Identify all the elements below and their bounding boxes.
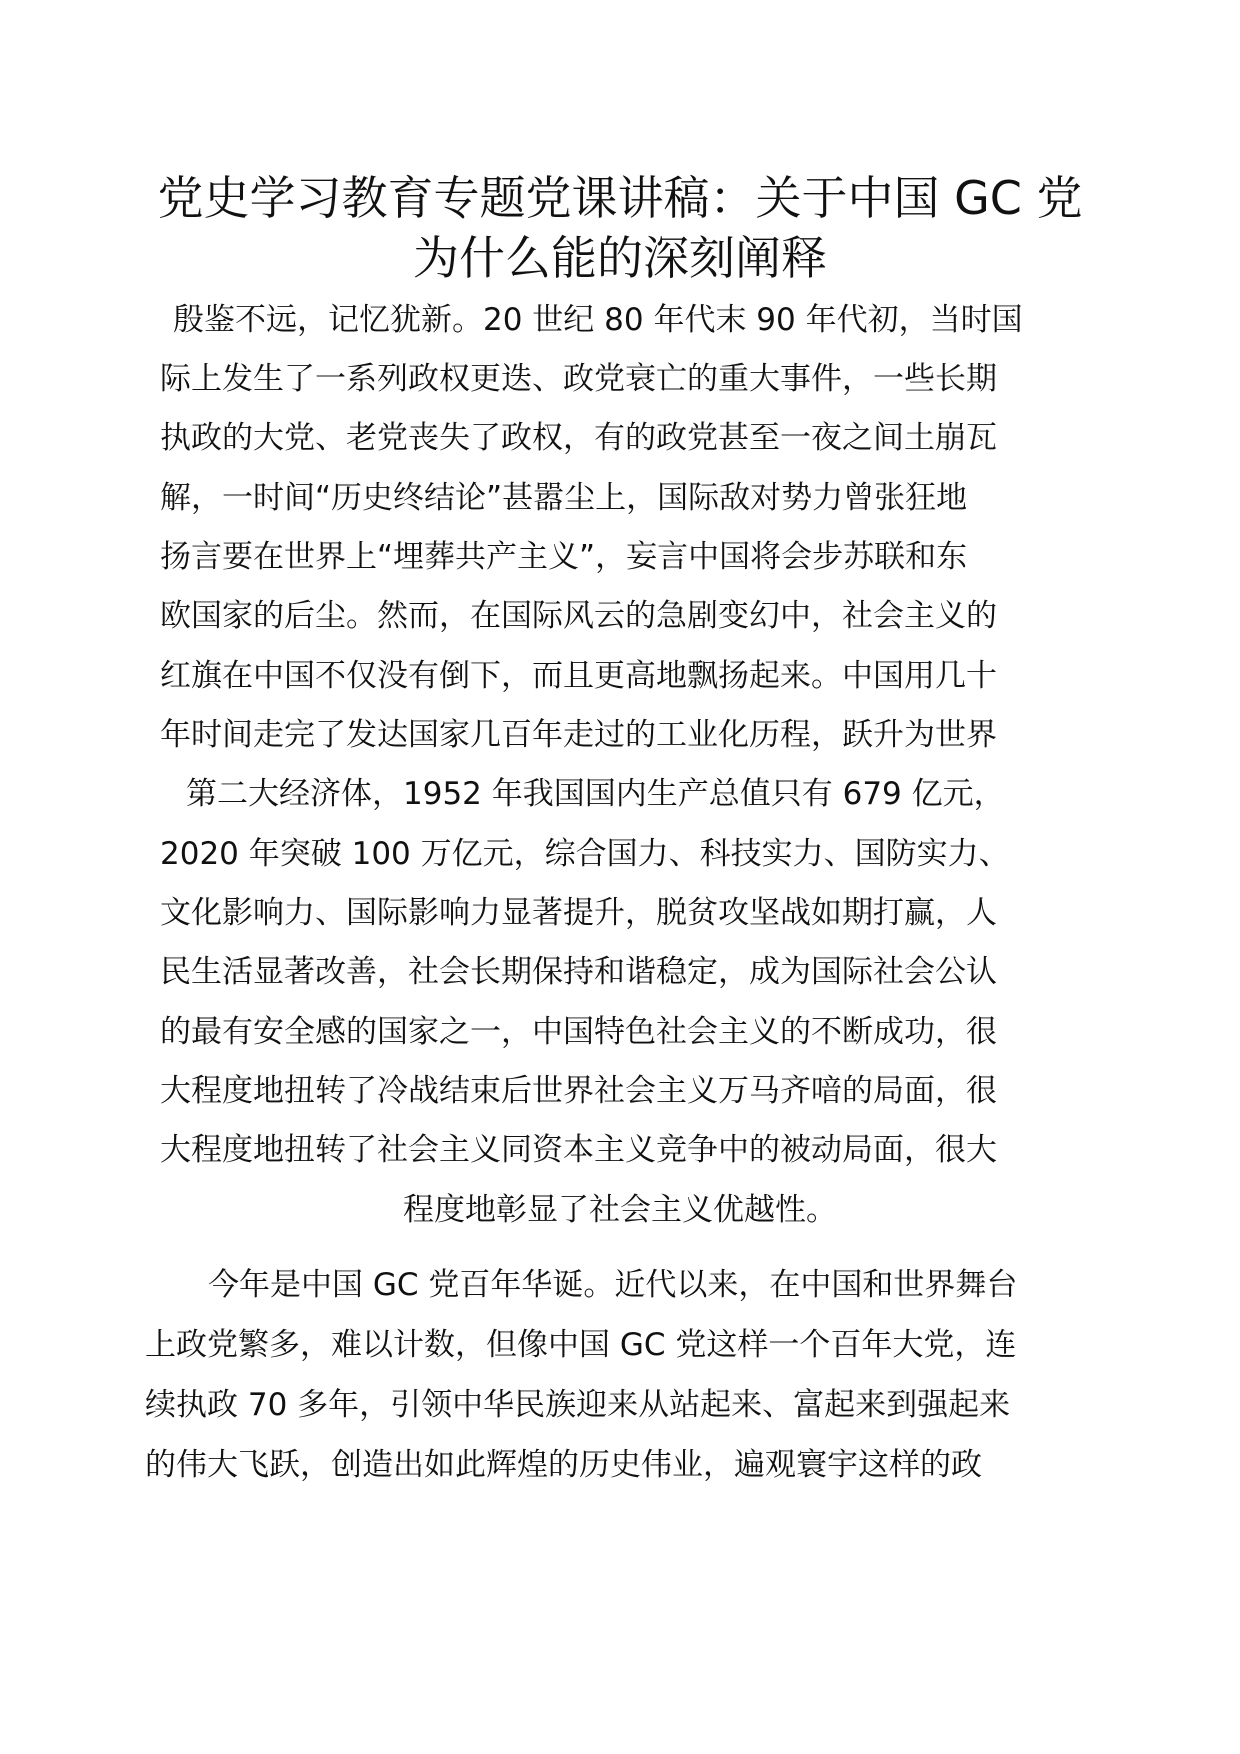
paragraph-line: 红旗在中国不仅没有倒下，而且更高地飘扬起来。中国用几十 — [160, 658, 997, 694]
paragraph-line: 文化影响力、国际影响力显著提升，脱贫攻坚战如期打赢，人 — [160, 895, 997, 931]
paragraph-line: 的伟大飞跃，创造出如此辉煌的历史伟业，遍观寰宇这样的政 — [145, 1447, 982, 1483]
paragraph-line: 的最有安全感的国家之一，中国特色社会主义的不断成功，很 — [160, 1014, 997, 1050]
paragraph-line: 大程度地扭转了冷战结束后世界社会主义万马齐喑的局面，很 — [160, 1073, 997, 1109]
paragraph-line: 大程度地扭转了社会主义同资本主义竞争中的被动局面，很大 — [160, 1132, 997, 1168]
paragraph-line: 2020 年突破 100 万亿元，综合国力、科技实力、国防实力、 — [160, 836, 1010, 872]
paragraph-line: 扬言要在世界上“埋葬共产主义”，妄言中国将会步苏联和东 — [160, 539, 968, 575]
paragraph-line: 续执政 70 多年，引领中华民族迎来从站起来、富起来到强起来 — [145, 1387, 1011, 1423]
paragraph-line: 今年是中国 GC 党百年华诞。近代以来，在中国和世界舞台 — [208, 1267, 1018, 1303]
paragraph-line: 殷鉴不远，记忆犹新。20 世纪 80 年代末 90 年代初，当时国 — [173, 302, 1023, 338]
paragraph-line: 第二大经济体，1952 年我国国内生产总值只有 679 亿元， — [186, 776, 1005, 812]
paragraph-line: 欧国家的后尘。然而，在国际风云的急剧变幻中，社会主义的 — [160, 598, 997, 634]
paragraph-line: 上政党繁多，难以计数，但像中国 GC 党这样一个百年大党，连 — [145, 1327, 1017, 1363]
paragraph-line: 民生活显著改善，社会长期保持和谐稳定，成为国际社会公认 — [160, 954, 997, 990]
paragraph-line: 解，一时间“历史终结论”甚嚣尘上，国际敌对势力曾张狂地 — [160, 480, 968, 516]
paragraph-line: 际上发生了一系列政权更迭、政党衰亡的重大事件，一些长期 — [160, 361, 997, 397]
paragraph-line: 执政的大党、老党丧失了政权，有的政党甚至一夜之间土崩瓦 — [160, 420, 997, 456]
paragraph-line: 年时间走完了发达国家几百年走过的工业化历程，跃升为世界 — [160, 717, 997, 753]
document-title-line-2: 为什么能的深刻阐释 — [413, 231, 827, 285]
paragraph-line: 程度地彰显了社会主义优越性。 — [403, 1192, 837, 1228]
document-title-line-1: 党史学习教育专题党课讲稿：关于中国 GC 党 — [157, 171, 1083, 225]
